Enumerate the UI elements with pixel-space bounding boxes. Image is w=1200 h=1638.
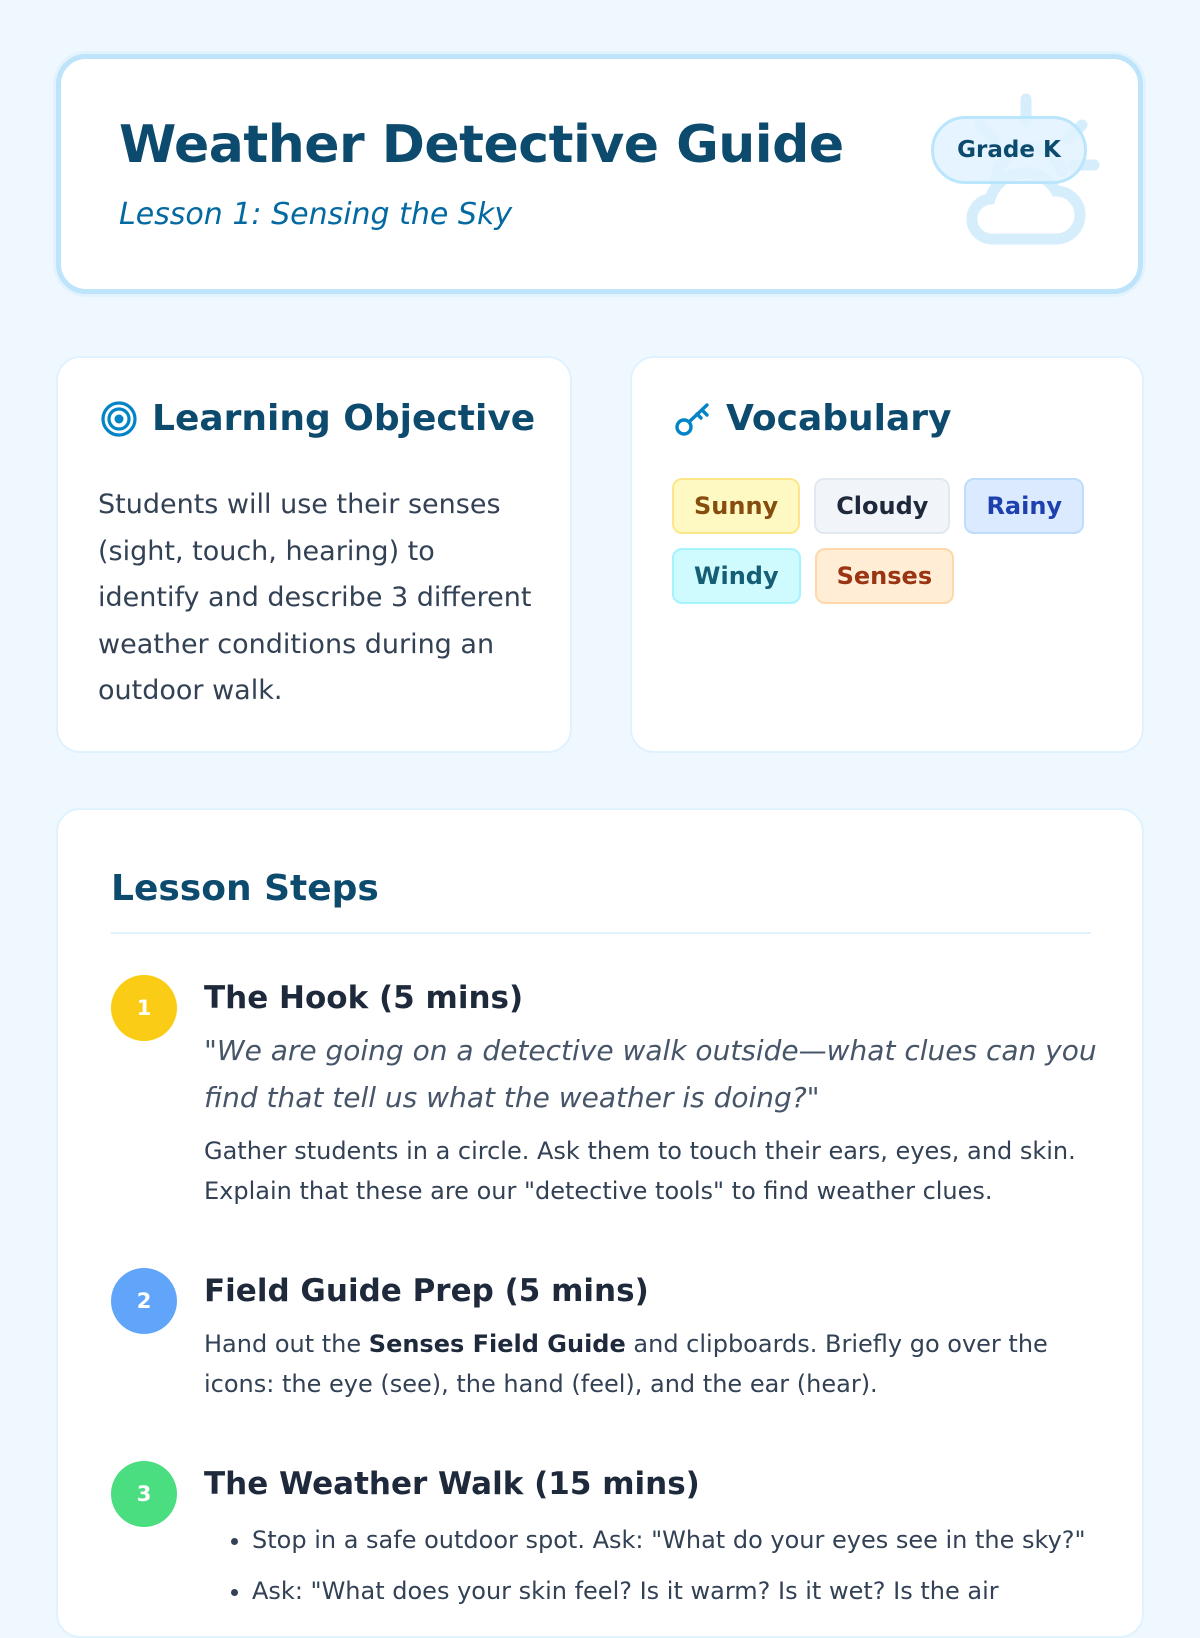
learning-objective-card: [56, 356, 572, 753]
vocabulary-card: [630, 356, 1144, 753]
step-number-badge: 3: [111, 1461, 177, 1527]
vocab-chip-senses: Senses: [815, 548, 955, 604]
vocab-chip-sunny: Sunny: [672, 478, 800, 534]
vocab-chip-rainy: Rainy: [964, 478, 1084, 534]
step-description: Hand out the Senses Field Guide and clipboards. Briefly go over the icons: the eye (see), the hand (feel), and the ear (hear).: [204, 1330, 1048, 1398]
lesson-steps-title: Lesson Steps: [111, 868, 379, 909]
vocab-chip-windy: Windy: [672, 548, 801, 604]
key-icon: [674, 400, 712, 438]
learning-objective-text: Students will use their senses (sight, touch, hearing) to identify and describe 3 different weather conditions during an outdoor walk.: [98, 489, 532, 706]
step-number-badge: 2: [111, 1268, 177, 1334]
vocab-chip-cloudy: Cloudy: [814, 478, 950, 534]
step-title: The Hook (5 mins): [204, 980, 524, 1016]
step-number-badge: 1: [111, 975, 177, 1041]
step-title: Field Guide Prep (5 mins): [204, 1273, 649, 1309]
vocabulary-chip-list: [672, 478, 1092, 604]
list-item: • Ask: "What does your skin feel? Is it warm? Is it wet? Is the air: [252, 1566, 1104, 1617]
lesson-header: [56, 54, 1143, 294]
vocabulary-heading: [674, 398, 952, 439]
lesson-subtitle: Lesson 1: Sensing the Sky: [119, 197, 513, 232]
grade-badge: Grade K: [931, 116, 1087, 184]
step-quote: "We are going on a detective walk outside—what clues can you find that tell us what the weather is doing?": [204, 1034, 1097, 1114]
learning-objective-heading: [100, 398, 535, 439]
learning-objective-title: Learning Objective: [152, 398, 536, 439]
vocabulary-title: Vocabulary: [726, 398, 952, 439]
step-bullet-list: [204, 1515, 1104, 1617]
lesson-steps-card: [56, 808, 1144, 1638]
field-guide-name: Senses Field Guide: [368, 1330, 626, 1358]
step-description: Gather students in a circle. Ask them to touch their ears, eyes, and skin. Explain that these are our "detective tools" to find weather clues.: [204, 1137, 1076, 1205]
list-item: • Stop in a safe outdoor spot. Ask: "What do your eyes see in the sky?": [252, 1515, 1104, 1566]
section-divider: [111, 932, 1091, 934]
target-icon: [100, 400, 138, 438]
step-title: The Weather Walk (15 mins): [204, 1466, 700, 1502]
page-title: Weather Detective Guide: [119, 115, 844, 175]
